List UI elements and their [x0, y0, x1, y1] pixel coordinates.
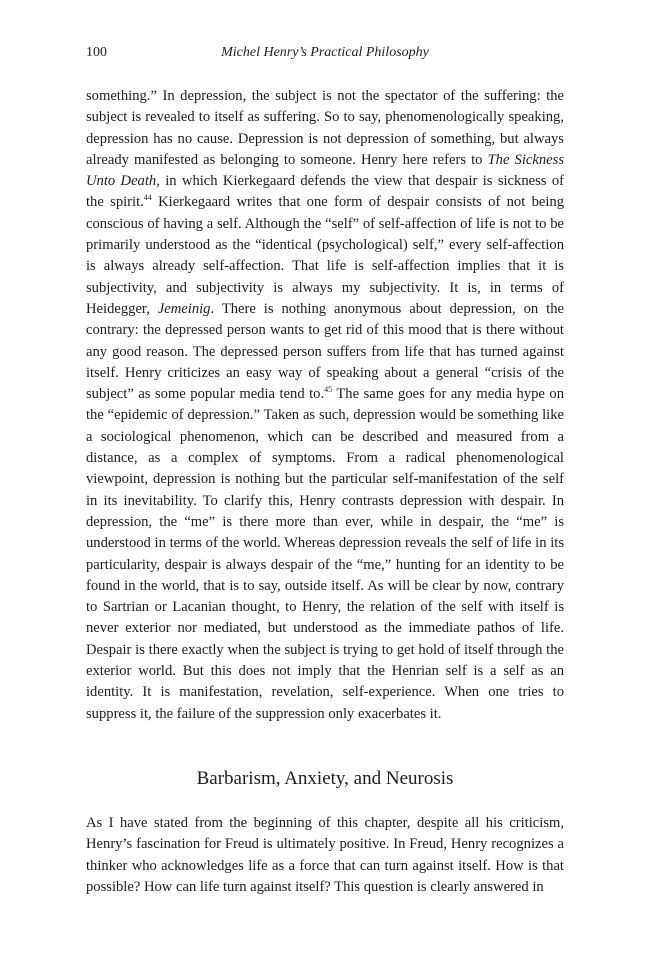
footnote-ref-44: 44	[143, 193, 152, 203]
term-jemeinig: Jemeinig	[157, 300, 211, 317]
page-number: 100	[86, 45, 107, 60]
text-run: something.” In depression, the subject is not the spectator of the suffering: the subject is revealed to itself as suffering. So to say, phenomenologically speaking, depression has no cause. Depression is not depression of something, but always already manifested as belonging to someone. Henry here refers to	[86, 88, 564, 168]
footnote-ref-45: 45	[324, 385, 333, 395]
text-run: The same goes for any media hype on the “epidemic of depression.” Taken as such, depression would be something like a sociological phenomenon, which can be described and measured from a distance, as a complex of symptoms. From a radical phenomenological viewpoint, depression is nothing but the particular self-manifestation of the self in its inevitability. To clarify this, Henry contrasts depression with despair. In depression, the “me” is there more than ever, while in despair, the “me” is understood in terms of the world. Whereas depression reveals the self of life in its particularity, despair is always despair of the “me,” hunting for an identity to be found in the world, that is to say, outside itself. As will be clear by now, contrary to Sartrian or Lacanian thought, to Henry, the relation of the self with itself is never exterior nor mediated, but understood as the immediate pathos of life. Despair is there exactly when the subject is trying to get hold of itself through the exterior world. But this does not imply that the Henrian self is a self as an identity. It is manifestation, revelation, self-experience. When one tries to suppress it, the failure of the suppression only exacerbates it.	[86, 386, 565, 722]
body-text	[86, 86, 564, 725]
book-title: The Sickness Unto Death	[86, 151, 564, 190]
paragraph	[86, 86, 564, 725]
running-title: Michel Henry’s Practical Philosophy	[221, 45, 429, 60]
text-run: , in which Kierkegaard defends the view that despair is sickness of the spirit.	[86, 173, 564, 211]
paragraph: As I have stated from the beginning of this chapter, despite all his criticism, Henry’s fascination for Freud is ultimately positive. In Freud, Henry recognizes a thinker who acknowledges life as a force that can turn against itself. How is that possible? How can life turn against itself? This question is clearly answered in	[86, 815, 564, 895]
section-heading: Barbarism, Anxiety, and Neurosis	[196, 768, 454, 789]
body-text-continued	[86, 813, 564, 898]
text-run: . There is nothing anonymous about depression, on the contrary: the depressed person wants to get rid of this mood that is there without any good reason. The depressed person suffers from life that has turned against itself. Henry criticizes an easy way of speaking about a general “crisis of the subject” as some popular media tend to.	[86, 300, 564, 403]
text-run: Kierkegaard writes that one form of despair consists of not being conscious of having a self. Although the “self” of self-affection of life is not to be primarily understood as the “identical (psychological) self,” every self-affection is always already self-affection. That life is self-affection implies that it is subjectivity, and subjectivity is always my subjectivity. It is, in terms of Heidegger,	[86, 194, 564, 317]
